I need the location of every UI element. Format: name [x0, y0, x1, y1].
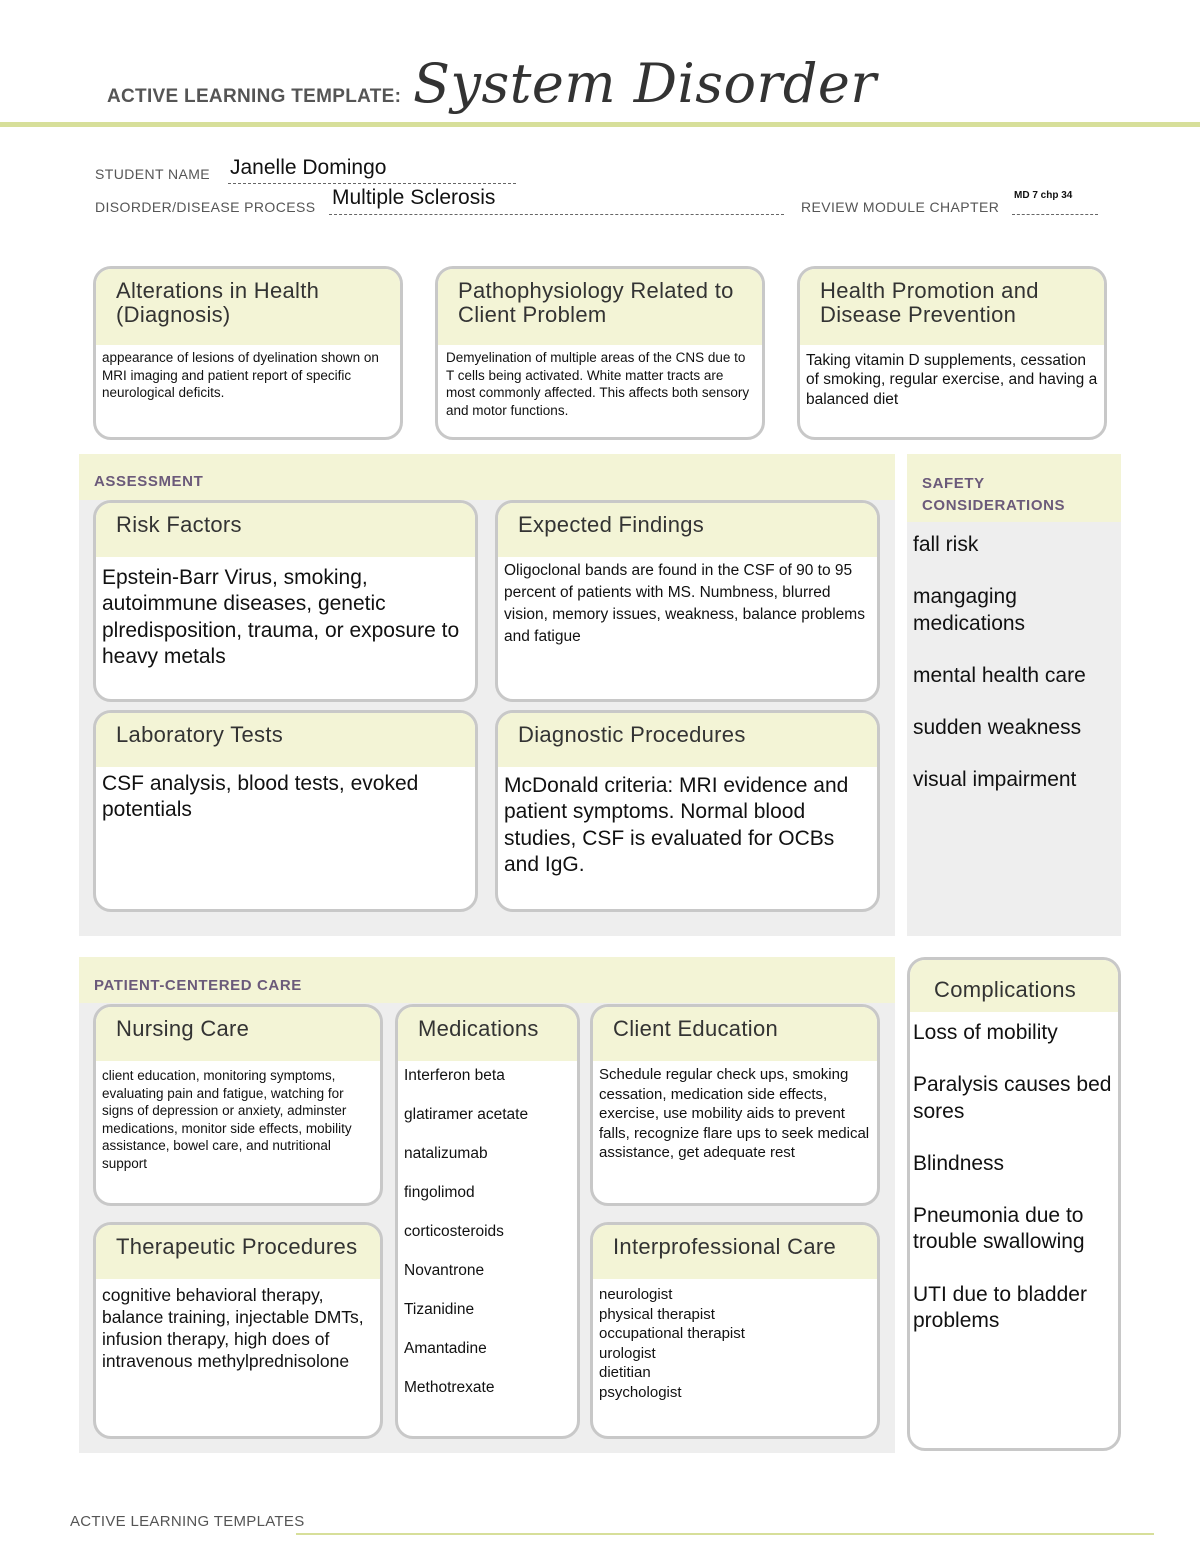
- complication-item[interactable]: Pneumonia due to trouble swallowing: [913, 1204, 1085, 1254]
- client-education-text[interactable]: Schedule regular check ups, smoking cessation, medication side effects, exercise, use mobility aids to prevent falls, recognize flare ups to seek medical assistance, get adequate rest: [599, 1066, 870, 1161]
- diagnostic-procedures-title: Diagnostic Procedures: [498, 713, 877, 767]
- laboratory-tests-text[interactable]: CSF analysis, blood tests, evoked potentials: [102, 772, 419, 822]
- footer-rule: [296, 1533, 1154, 1535]
- complication-item[interactable]: Paralysis causes bed sores: [913, 1073, 1112, 1123]
- client-education-box: [590, 1004, 880, 1206]
- risk-factors-title: Risk Factors: [96, 503, 475, 557]
- complication-item[interactable]: UTI due to bladder problems: [913, 1282, 1087, 1332]
- patient-care-title: PATIENT-CENTERED CARE: [94, 977, 302, 994]
- safety-item[interactable]: visual impairment: [913, 768, 1077, 792]
- medication-item[interactable]: glatiramer acetate: [404, 1106, 529, 1123]
- interprofessional-care-title: Interprofessional Care: [593, 1225, 877, 1279]
- disorder-value: Multiple Sclerosis: [332, 186, 496, 209]
- chapter-label: REVIEW MODULE CHAPTER: [801, 199, 1000, 215]
- medication-item[interactable]: Tizanidine: [404, 1301, 475, 1318]
- medication-item[interactable]: natalizumab: [404, 1145, 488, 1162]
- health-promotion-text[interactable]: Taking vitamin D supplements, cessation of smoking, regular exercise, and having a balanced diet: [806, 352, 1098, 408]
- pathophysiology-text[interactable]: Demyelination of multiple areas of the CNS due to T cells being activated. White matter tracts are most commonly affected. This affects both sensory and motor functions.: [446, 350, 750, 418]
- medication-item[interactable]: corticosteroids: [404, 1223, 504, 1240]
- safety-item[interactable]: mental health care: [913, 663, 1086, 687]
- risk-factors-box: [93, 500, 478, 702]
- complication-item[interactable]: Blindness: [913, 1151, 1005, 1175]
- alterations-box: [93, 266, 403, 440]
- chapter-field[interactable]: [1012, 190, 1098, 215]
- client-education-title: Client Education: [593, 1007, 877, 1061]
- alterations-title: Alterations in Health (Diagnosis): [96, 269, 400, 345]
- medications-title: Medications: [398, 1007, 577, 1061]
- medication-item[interactable]: Methotrexate: [404, 1379, 495, 1396]
- complications-box: [907, 957, 1121, 1451]
- expected-findings-text[interactable]: Oligoclonal bands are found in the CSF of 90 to 95 percent of patients with MS. Numbness, blurred vision, memory issues, weakness, balance problems and fatigue: [504, 562, 865, 646]
- health-promotion-title: Health Promotion and Disease Prevention: [800, 269, 1104, 345]
- laboratory-tests-box: [93, 710, 478, 912]
- safety-item[interactable]: sudden weakness: [913, 716, 1082, 739]
- interprofessional-item[interactable]: urologist: [599, 1344, 656, 1362]
- nursing-care-box: [93, 1004, 383, 1206]
- disorder-field[interactable]: [329, 188, 784, 215]
- interprofessional-item[interactable]: dietitian: [599, 1364, 651, 1381]
- interprofessional-item[interactable]: occupational therapist: [599, 1325, 745, 1342]
- complications-list: [910, 1012, 1118, 1364]
- student-name-value: Janelle Domingo: [230, 156, 387, 179]
- student-name-label: STUDENT NAME: [95, 166, 210, 182]
- laboratory-tests-title: Laboratory Tests: [96, 713, 475, 767]
- footer-label: ACTIVE LEARNING TEMPLATES: [70, 1513, 305, 1530]
- therapeutic-procedures-text[interactable]: cognitive behavioral therapy, balance training, injectable DMTs, infusion therapy, high does of intravenous methylprednisolone: [102, 1285, 364, 1371]
- risk-factors-text[interactable]: Epstein-Barr Virus, smoking, autoimmune diseases, genetic plredisposition, trauma, or exposure to heavy metals: [102, 566, 460, 668]
- medication-item[interactable]: Amantadine: [404, 1340, 487, 1357]
- template-label: ACTIVE LEARNING TEMPLATE:: [107, 86, 402, 107]
- interprofessional-item[interactable]: physical therapist: [599, 1305, 715, 1323]
- nursing-care-text[interactable]: client education, monitoring symptoms, evaluating pain and fatigue, watching for signs of depression or anxiety, adminster medications, monitor side effects, mobility assistance, bowel care, and nutritional support: [102, 1068, 352, 1171]
- safety-title: SAFETY CONSIDERATIONS: [922, 475, 1066, 514]
- complications-title: Complications: [910, 960, 1118, 1012]
- student-name-field[interactable]: [228, 158, 516, 184]
- medication-item[interactable]: Novantrone: [404, 1262, 485, 1279]
- safety-list: [913, 532, 1113, 820]
- therapeutic-procedures-title: Therapeutic Procedures: [96, 1225, 380, 1279]
- interprofessional-item[interactable]: neurologist: [599, 1286, 673, 1303]
- expected-findings-box: [495, 500, 880, 702]
- medications-list: [398, 1061, 577, 1422]
- pathophysiology-title: Pathophysiology Related to Client Problem: [438, 269, 762, 345]
- interprofessional-item[interactable]: psychologist: [599, 1383, 682, 1401]
- diagnostic-procedures-text[interactable]: McDonald criteria: MRI evidence and patient symptoms. Normal blood studies, CSF is evaluated for OCBs and IgG.: [504, 774, 849, 876]
- header-rule: [0, 122, 1200, 127]
- safety-item[interactable]: fall risk: [913, 533, 979, 556]
- expected-findings-title: Expected Findings: [498, 503, 877, 557]
- therapeutic-procedures-box: [93, 1222, 383, 1439]
- chapter-value: MD 7 chp 34: [1014, 190, 1073, 201]
- disorder-label: DISORDER/DISEASE PROCESS: [95, 199, 316, 215]
- interprofessional-care-list: [593, 1279, 877, 1406]
- diagnostic-procedures-box: [495, 710, 880, 912]
- interprofessional-care-box: [590, 1222, 880, 1439]
- safety-item[interactable]: mangaging medications: [913, 585, 1026, 635]
- complication-item[interactable]: Loss of mobility: [913, 1021, 1058, 1044]
- nursing-care-title: Nursing Care: [96, 1007, 380, 1061]
- medication-item[interactable]: Interferon beta: [404, 1067, 505, 1084]
- assessment-title: ASSESSMENT: [94, 473, 204, 490]
- pathophysiology-box: [435, 266, 765, 440]
- medication-item[interactable]: fingolimod: [404, 1184, 475, 1201]
- alterations-text[interactable]: appearance of lesions of dyelination shown on MRI imaging and patient report of specific neurological deficits.: [102, 350, 379, 401]
- medications-box: [395, 1004, 580, 1439]
- health-promotion-box: [797, 266, 1107, 440]
- page-title: System Disorder: [413, 52, 877, 115]
